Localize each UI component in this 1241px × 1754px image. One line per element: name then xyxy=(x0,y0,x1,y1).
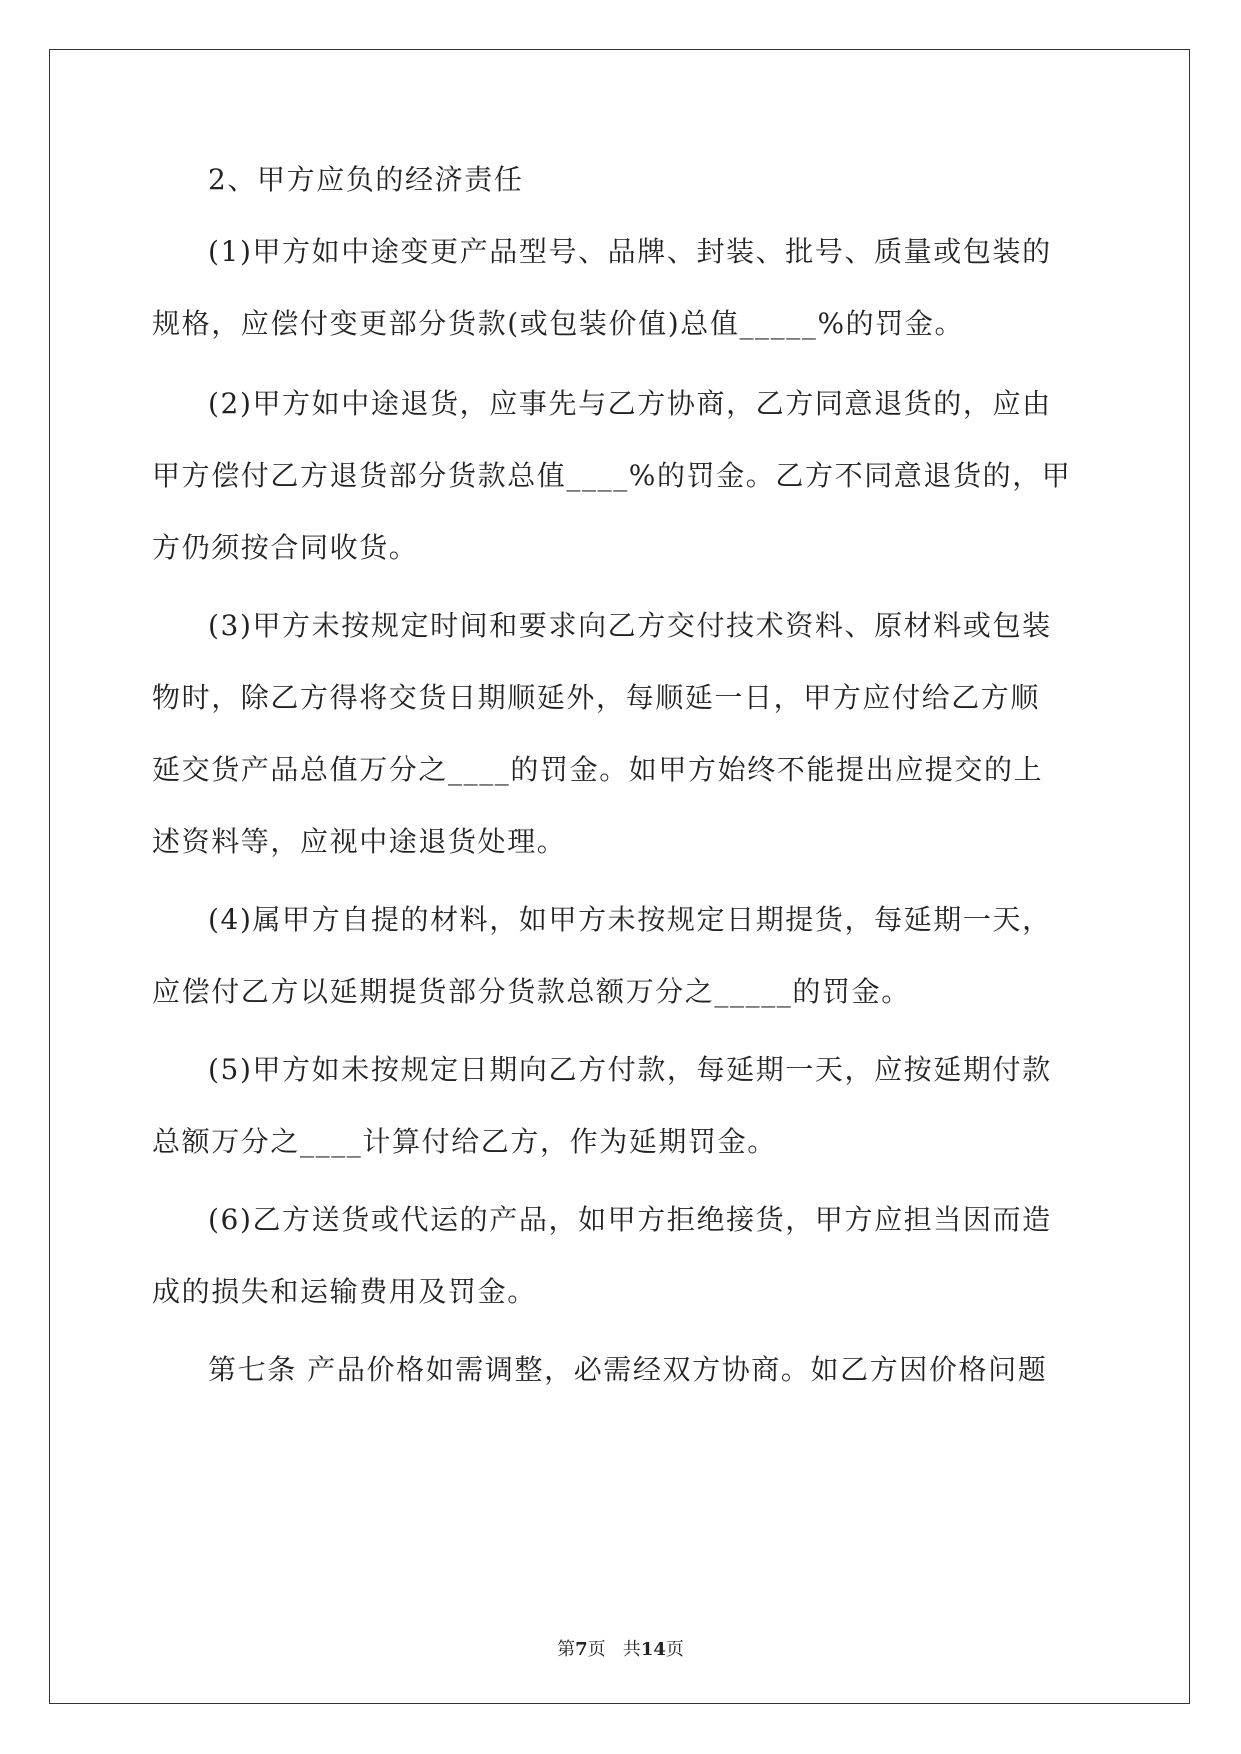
page-total: 14 xyxy=(640,1639,666,1660)
paragraph-line: (6)乙方送货或代运的产品，如甲方拒绝接货，甲方应担当因而造 xyxy=(208,1203,1052,1236)
page-current: 7 xyxy=(575,1639,588,1660)
page-suffix: 页 xyxy=(665,1639,684,1660)
page-mid: 页 共 xyxy=(587,1639,641,1660)
paragraph-line: 述资料等，应视中途退货处理。 xyxy=(152,825,567,858)
paragraph-line: (2)甲方如中途退货，应事先与乙方协商，乙方同意退货的，应由 xyxy=(208,387,1052,420)
page-border xyxy=(49,49,1190,1704)
paragraph-line: 方仍须按合同收货。 xyxy=(152,531,419,564)
paragraph-line: 规格，应偿付变更部分货款(或包装价值)总值_____%的罚金。 xyxy=(152,307,965,340)
paragraph-line: 延交货产品总值万分之____的罚金。如甲方始终不能提出应提交的上 xyxy=(152,753,1044,786)
paragraph-line: 成的损失和运输费用及罚金。 xyxy=(152,1275,537,1308)
paragraph-line: 物时，除乙方得将交货日期顺延外，每顺延一日，甲方应付给乙方顺 xyxy=(152,681,1041,714)
paragraph-line: 总额万分之____计算付给乙方，作为延期罚金。 xyxy=(152,1125,777,1158)
paragraph-line: (1)甲方如中途变更产品型号、品牌、封装、批号、质量或包装的 xyxy=(208,235,1052,268)
paragraph-line: (4)属甲方自提的材料，如甲方未按规定日期提货，每延期一天， xyxy=(208,903,1052,936)
paragraph-line: (3)甲方未按规定时间和要求向乙方交付技术资料、原材料或包装 xyxy=(208,609,1052,642)
page-number-footer xyxy=(0,1638,1241,1662)
paragraph-line: 应偿付乙方以延期提货部分货款总额万分之_____的罚金。 xyxy=(152,975,911,1008)
page-prefix: 第 xyxy=(557,1639,576,1660)
section-heading: 2、甲方应负的经济责任 xyxy=(208,163,524,196)
paragraph-line: (5)甲方如未按规定日期向乙方付款，每延期一天，应按延期付款 xyxy=(208,1053,1052,1086)
paragraph-line: 第七条 产品价格如需调整，必需经双方协商。如乙方因价格问题 xyxy=(208,1353,1048,1386)
paragraph-line: 甲方偿付乙方退货部分货款总值____%的罚金。乙方不同意退货的，甲 xyxy=(152,459,1072,492)
